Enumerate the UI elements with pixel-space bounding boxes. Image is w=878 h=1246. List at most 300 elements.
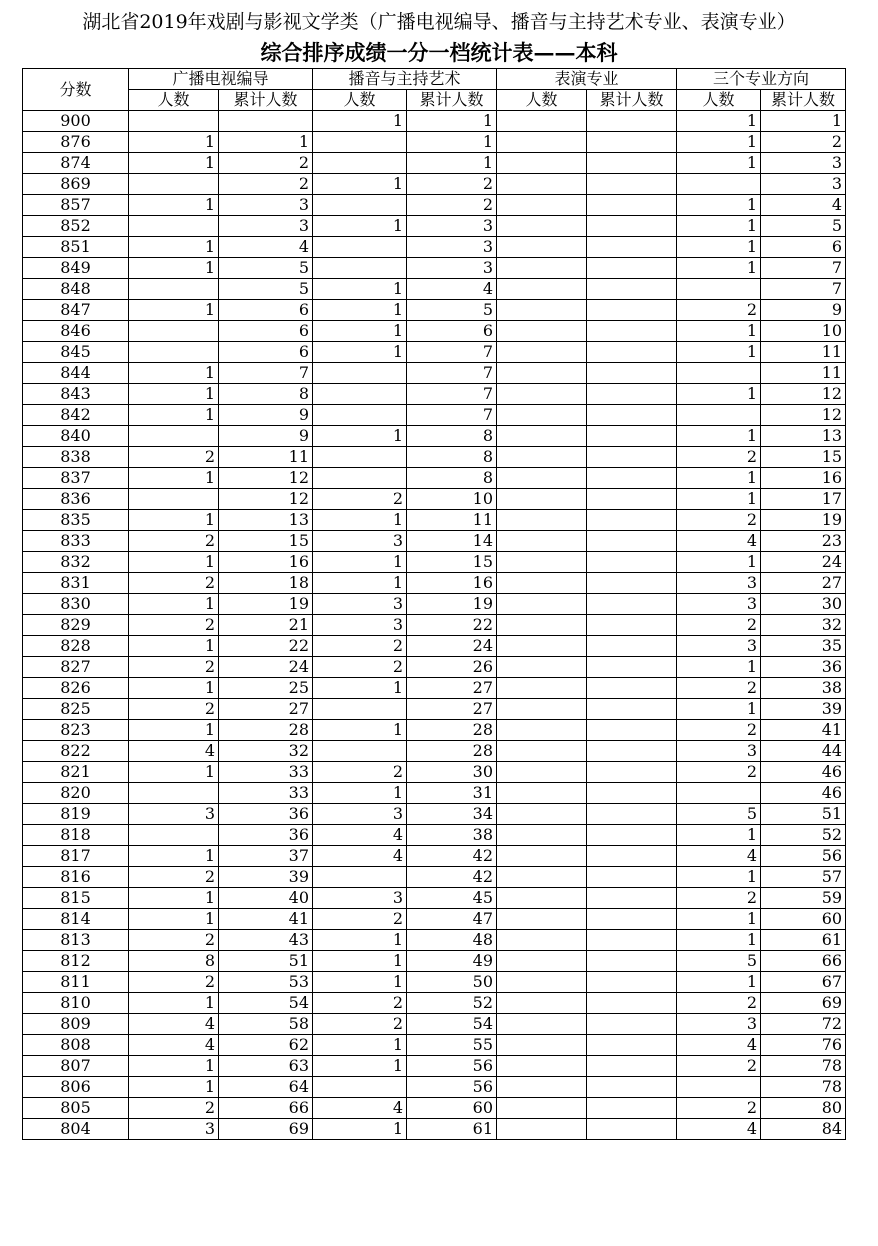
header-group: 表演专业 xyxy=(497,69,677,90)
cumulative-cell: 1 xyxy=(407,153,497,174)
cumulative-cell: 4 xyxy=(219,237,313,258)
table-row xyxy=(23,993,846,1014)
cumulative-cell xyxy=(587,1056,677,1077)
score-cell: 819 xyxy=(23,804,129,825)
count-cell: 1 xyxy=(129,846,219,867)
count-cell xyxy=(497,258,587,279)
cumulative-cell: 50 xyxy=(407,972,497,993)
count-cell xyxy=(497,888,587,909)
cumulative-cell: 6 xyxy=(761,237,846,258)
count-cell: 1 xyxy=(129,636,219,657)
cumulative-cell: 38 xyxy=(761,678,846,699)
table-row xyxy=(23,468,846,489)
table-header xyxy=(23,69,846,111)
cumulative-cell: 36 xyxy=(219,825,313,846)
cumulative-cell: 3 xyxy=(761,174,846,195)
table-row xyxy=(23,342,846,363)
count-cell: 2 xyxy=(677,510,761,531)
table-row xyxy=(23,951,846,972)
cumulative-cell: 51 xyxy=(219,951,313,972)
table-row xyxy=(23,1035,846,1056)
count-cell: 1 xyxy=(129,363,219,384)
count-cell: 3 xyxy=(129,1119,219,1140)
count-cell xyxy=(497,405,587,426)
cumulative-cell: 44 xyxy=(761,741,846,762)
cumulative-cell: 52 xyxy=(407,993,497,1014)
score-cell: 808 xyxy=(23,1035,129,1056)
score-cell: 817 xyxy=(23,846,129,867)
cumulative-cell xyxy=(587,174,677,195)
cumulative-cell: 32 xyxy=(761,615,846,636)
count-cell: 3 xyxy=(313,615,407,636)
count-cell xyxy=(313,468,407,489)
count-cell xyxy=(497,615,587,636)
count-cell: 4 xyxy=(129,1035,219,1056)
cumulative-cell: 62 xyxy=(219,1035,313,1056)
count-cell: 1 xyxy=(129,300,219,321)
count-cell xyxy=(313,384,407,405)
score-cell: 857 xyxy=(23,195,129,216)
score-cell: 814 xyxy=(23,909,129,930)
count-cell: 1 xyxy=(677,825,761,846)
count-cell xyxy=(129,489,219,510)
table-row xyxy=(23,237,846,258)
count-cell: 1 xyxy=(129,678,219,699)
count-cell xyxy=(129,111,219,132)
cumulative-cell: 56 xyxy=(761,846,846,867)
score-cell: 835 xyxy=(23,510,129,531)
cumulative-cell xyxy=(587,930,677,951)
cumulative-cell xyxy=(587,1077,677,1098)
cumulative-cell xyxy=(587,699,677,720)
count-cell: 1 xyxy=(677,237,761,258)
score-cell: 828 xyxy=(23,636,129,657)
cumulative-cell: 6 xyxy=(219,300,313,321)
table-row xyxy=(23,1056,846,1077)
cumulative-cell xyxy=(587,972,677,993)
count-cell: 1 xyxy=(677,909,761,930)
table-row xyxy=(23,615,846,636)
cumulative-cell: 14 xyxy=(407,531,497,552)
table-row xyxy=(23,1119,846,1140)
cumulative-cell: 37 xyxy=(219,846,313,867)
cumulative-cell: 27 xyxy=(407,699,497,720)
count-cell: 2 xyxy=(313,636,407,657)
count-cell: 3 xyxy=(677,636,761,657)
score-cell: 816 xyxy=(23,867,129,888)
cumulative-cell xyxy=(587,468,677,489)
count-cell: 2 xyxy=(677,447,761,468)
table-row xyxy=(23,846,846,867)
header-cumulative: 累计人数 xyxy=(407,90,497,111)
cumulative-cell xyxy=(587,405,677,426)
count-cell: 1 xyxy=(677,930,761,951)
count-cell xyxy=(313,237,407,258)
count-cell: 1 xyxy=(129,153,219,174)
cumulative-cell: 11 xyxy=(761,342,846,363)
table-row xyxy=(23,930,846,951)
table-row xyxy=(23,573,846,594)
header-cumulative: 累计人数 xyxy=(761,90,846,111)
cumulative-cell: 7 xyxy=(407,363,497,384)
cumulative-cell: 28 xyxy=(219,720,313,741)
count-cell: 3 xyxy=(313,804,407,825)
table-row xyxy=(23,1098,846,1119)
count-cell xyxy=(497,1098,587,1119)
cumulative-cell: 60 xyxy=(761,909,846,930)
count-cell: 1 xyxy=(677,258,761,279)
cumulative-cell xyxy=(587,762,677,783)
cumulative-cell: 11 xyxy=(407,510,497,531)
table-row xyxy=(23,489,846,510)
count-cell xyxy=(497,1035,587,1056)
count-cell xyxy=(313,363,407,384)
count-cell: 1 xyxy=(129,384,219,405)
count-cell xyxy=(129,321,219,342)
score-cell: 833 xyxy=(23,531,129,552)
count-cell xyxy=(313,132,407,153)
count-cell: 1 xyxy=(129,405,219,426)
cumulative-cell: 69 xyxy=(761,993,846,1014)
cumulative-cell: 46 xyxy=(761,783,846,804)
count-cell xyxy=(497,426,587,447)
table-row xyxy=(23,153,846,174)
count-cell xyxy=(677,174,761,195)
table-row xyxy=(23,678,846,699)
cumulative-cell: 5 xyxy=(219,258,313,279)
cumulative-cell xyxy=(587,384,677,405)
table-row xyxy=(23,111,846,132)
score-distribution-table xyxy=(22,68,846,1140)
cumulative-cell: 58 xyxy=(219,1014,313,1035)
cumulative-cell: 13 xyxy=(761,426,846,447)
cumulative-cell: 51 xyxy=(761,804,846,825)
count-cell xyxy=(497,153,587,174)
count-cell xyxy=(313,153,407,174)
cumulative-cell xyxy=(587,153,677,174)
score-cell: 836 xyxy=(23,489,129,510)
score-cell: 827 xyxy=(23,657,129,678)
cumulative-cell: 72 xyxy=(761,1014,846,1035)
table-row xyxy=(23,132,846,153)
cumulative-cell xyxy=(587,342,677,363)
document-title: 湖北省2019年戏剧与影视文学类（广播电视编导、播音与主持艺术专业、表演专业） xyxy=(82,11,796,33)
count-cell: 2 xyxy=(313,993,407,1014)
count-cell: 4 xyxy=(313,1098,407,1119)
count-cell: 1 xyxy=(313,972,407,993)
cumulative-cell: 55 xyxy=(407,1035,497,1056)
cumulative-cell: 57 xyxy=(761,867,846,888)
cumulative-cell: 67 xyxy=(761,972,846,993)
count-cell xyxy=(313,867,407,888)
table-row xyxy=(23,741,846,762)
count-cell: 1 xyxy=(129,888,219,909)
count-cell xyxy=(497,489,587,510)
table-row xyxy=(23,321,846,342)
header-group: 三个专业方向 xyxy=(677,69,846,90)
cumulative-cell: 33 xyxy=(219,783,313,804)
cumulative-cell xyxy=(587,1035,677,1056)
cumulative-cell xyxy=(587,993,677,1014)
count-cell: 3 xyxy=(677,1014,761,1035)
cumulative-cell xyxy=(587,447,677,468)
cumulative-cell: 2 xyxy=(219,174,313,195)
header-group: 广播电视编导 xyxy=(129,69,313,90)
header-count: 人数 xyxy=(677,90,761,111)
count-cell xyxy=(497,972,587,993)
count-cell: 1 xyxy=(313,720,407,741)
score-cell: 869 xyxy=(23,174,129,195)
cumulative-cell: 6 xyxy=(219,321,313,342)
score-cell: 804 xyxy=(23,1119,129,1140)
cumulative-cell: 8 xyxy=(407,426,497,447)
count-cell xyxy=(313,258,407,279)
cumulative-cell xyxy=(587,426,677,447)
header-count: 人数 xyxy=(497,90,587,111)
header-score: 分数 xyxy=(23,69,129,111)
table-row xyxy=(23,972,846,993)
cumulative-cell: 66 xyxy=(219,1098,313,1119)
cumulative-cell: 17 xyxy=(761,489,846,510)
count-cell xyxy=(497,699,587,720)
cumulative-cell: 2 xyxy=(219,153,313,174)
count-cell: 1 xyxy=(313,783,407,804)
cumulative-cell: 6 xyxy=(219,342,313,363)
cumulative-cell: 78 xyxy=(761,1056,846,1077)
cumulative-cell: 16 xyxy=(407,573,497,594)
cumulative-cell: 84 xyxy=(761,1119,846,1140)
cumulative-cell: 24 xyxy=(761,552,846,573)
count-cell: 1 xyxy=(677,468,761,489)
cumulative-cell xyxy=(587,216,677,237)
cumulative-cell: 3 xyxy=(761,153,846,174)
count-cell xyxy=(497,1014,587,1035)
count-cell xyxy=(129,825,219,846)
cumulative-cell: 7 xyxy=(219,363,313,384)
cumulative-cell: 3 xyxy=(407,216,497,237)
cumulative-cell: 27 xyxy=(761,573,846,594)
count-cell: 1 xyxy=(313,951,407,972)
cumulative-cell: 7 xyxy=(407,342,497,363)
count-cell: 5 xyxy=(677,951,761,972)
count-cell: 2 xyxy=(129,531,219,552)
cumulative-cell: 18 xyxy=(219,573,313,594)
score-cell: 846 xyxy=(23,321,129,342)
count-cell xyxy=(497,1119,587,1140)
table-row xyxy=(23,405,846,426)
cumulative-cell xyxy=(587,1098,677,1119)
table-row xyxy=(23,783,846,804)
score-cell: 806 xyxy=(23,1077,129,1098)
cumulative-cell: 42 xyxy=(407,867,497,888)
count-cell: 1 xyxy=(129,237,219,258)
count-cell: 2 xyxy=(129,573,219,594)
score-cell: 809 xyxy=(23,1014,129,1035)
count-cell xyxy=(313,195,407,216)
table-row xyxy=(23,636,846,657)
cumulative-cell xyxy=(587,846,677,867)
cumulative-cell: 5 xyxy=(219,279,313,300)
cumulative-cell: 12 xyxy=(219,468,313,489)
cumulative-cell xyxy=(587,195,677,216)
score-cell: 830 xyxy=(23,594,129,615)
cumulative-cell: 38 xyxy=(407,825,497,846)
cumulative-cell xyxy=(587,615,677,636)
score-cell: 807 xyxy=(23,1056,129,1077)
cumulative-cell: 61 xyxy=(407,1119,497,1140)
count-cell: 2 xyxy=(677,1056,761,1077)
cumulative-cell xyxy=(587,363,677,384)
cumulative-cell: 41 xyxy=(219,909,313,930)
cumulative-cell xyxy=(587,573,677,594)
cumulative-cell xyxy=(587,636,677,657)
cumulative-cell xyxy=(587,1014,677,1035)
cumulative-cell: 7 xyxy=(761,258,846,279)
count-cell: 1 xyxy=(129,993,219,1014)
cumulative-cell xyxy=(219,111,313,132)
cumulative-cell: 46 xyxy=(761,762,846,783)
count-cell xyxy=(129,783,219,804)
cumulative-cell: 25 xyxy=(219,678,313,699)
cumulative-cell: 2 xyxy=(761,132,846,153)
cumulative-cell: 22 xyxy=(407,615,497,636)
count-cell xyxy=(497,195,587,216)
count-cell xyxy=(129,342,219,363)
cumulative-cell xyxy=(587,783,677,804)
cumulative-cell: 5 xyxy=(407,300,497,321)
count-cell xyxy=(313,699,407,720)
count-cell: 1 xyxy=(129,909,219,930)
count-cell: 1 xyxy=(677,552,761,573)
cumulative-cell: 7 xyxy=(407,384,497,405)
cumulative-cell: 19 xyxy=(219,594,313,615)
score-cell: 876 xyxy=(23,132,129,153)
cumulative-cell: 26 xyxy=(407,657,497,678)
score-cell: 849 xyxy=(23,258,129,279)
cumulative-cell: 19 xyxy=(761,510,846,531)
score-cell: 832 xyxy=(23,552,129,573)
score-cell: 829 xyxy=(23,615,129,636)
table-row xyxy=(23,426,846,447)
score-cell: 852 xyxy=(23,216,129,237)
cumulative-cell: 15 xyxy=(761,447,846,468)
cumulative-cell: 6 xyxy=(407,321,497,342)
count-cell: 2 xyxy=(677,678,761,699)
count-cell: 4 xyxy=(677,1035,761,1056)
cumulative-cell xyxy=(587,741,677,762)
count-cell xyxy=(677,363,761,384)
cumulative-cell: 30 xyxy=(761,594,846,615)
score-cell: 812 xyxy=(23,951,129,972)
count-cell: 3 xyxy=(677,741,761,762)
score-cell: 815 xyxy=(23,888,129,909)
cumulative-cell: 5 xyxy=(761,216,846,237)
count-cell xyxy=(497,279,587,300)
count-cell xyxy=(129,426,219,447)
cumulative-cell: 80 xyxy=(761,1098,846,1119)
score-cell: 822 xyxy=(23,741,129,762)
count-cell xyxy=(497,993,587,1014)
count-cell: 3 xyxy=(313,531,407,552)
cumulative-cell xyxy=(587,909,677,930)
cumulative-cell: 1 xyxy=(219,132,313,153)
score-cell: 810 xyxy=(23,993,129,1014)
cumulative-cell xyxy=(587,552,677,573)
count-cell xyxy=(497,909,587,930)
cumulative-cell: 12 xyxy=(219,489,313,510)
cumulative-cell: 7 xyxy=(761,279,846,300)
score-cell: 805 xyxy=(23,1098,129,1119)
score-cell: 818 xyxy=(23,825,129,846)
cumulative-cell: 10 xyxy=(407,489,497,510)
cumulative-cell: 64 xyxy=(219,1077,313,1098)
score-cell: 845 xyxy=(23,342,129,363)
cumulative-cell: 8 xyxy=(407,468,497,489)
cumulative-cell xyxy=(587,531,677,552)
cumulative-cell: 33 xyxy=(219,762,313,783)
cumulative-cell: 16 xyxy=(219,552,313,573)
score-cell: 851 xyxy=(23,237,129,258)
table-row xyxy=(23,762,846,783)
count-cell: 1 xyxy=(677,342,761,363)
count-cell: 1 xyxy=(129,195,219,216)
table-row xyxy=(23,300,846,321)
cumulative-cell: 69 xyxy=(219,1119,313,1140)
score-cell: 874 xyxy=(23,153,129,174)
count-cell xyxy=(497,573,587,594)
cumulative-cell: 10 xyxy=(761,321,846,342)
table-row xyxy=(23,720,846,741)
count-cell: 1 xyxy=(313,279,407,300)
count-cell xyxy=(677,1077,761,1098)
cumulative-cell: 34 xyxy=(407,804,497,825)
score-cell: 847 xyxy=(23,300,129,321)
count-cell xyxy=(497,867,587,888)
cumulative-cell: 41 xyxy=(761,720,846,741)
count-cell: 1 xyxy=(677,657,761,678)
count-cell xyxy=(677,405,761,426)
count-cell: 1 xyxy=(313,300,407,321)
table-row xyxy=(23,447,846,468)
count-cell: 1 xyxy=(313,174,407,195)
cumulative-cell xyxy=(587,594,677,615)
count-cell xyxy=(497,720,587,741)
count-cell: 4 xyxy=(313,846,407,867)
count-cell: 2 xyxy=(313,909,407,930)
score-cell: 825 xyxy=(23,699,129,720)
count-cell xyxy=(497,363,587,384)
count-cell: 1 xyxy=(129,258,219,279)
header-cumulative: 累计人数 xyxy=(587,90,677,111)
cumulative-cell: 4 xyxy=(407,279,497,300)
count-cell: 4 xyxy=(677,846,761,867)
count-cell: 2 xyxy=(129,867,219,888)
count-cell xyxy=(497,447,587,468)
cumulative-cell: 11 xyxy=(219,447,313,468)
count-cell xyxy=(313,447,407,468)
score-cell: 840 xyxy=(23,426,129,447)
count-cell xyxy=(313,405,407,426)
count-cell xyxy=(497,342,587,363)
cumulative-cell: 42 xyxy=(407,846,497,867)
count-cell xyxy=(497,930,587,951)
cumulative-cell: 24 xyxy=(407,636,497,657)
cumulative-cell: 39 xyxy=(761,699,846,720)
cumulative-cell: 27 xyxy=(407,678,497,699)
count-cell xyxy=(497,1077,587,1098)
cumulative-cell: 76 xyxy=(761,1035,846,1056)
cumulative-cell: 36 xyxy=(219,804,313,825)
